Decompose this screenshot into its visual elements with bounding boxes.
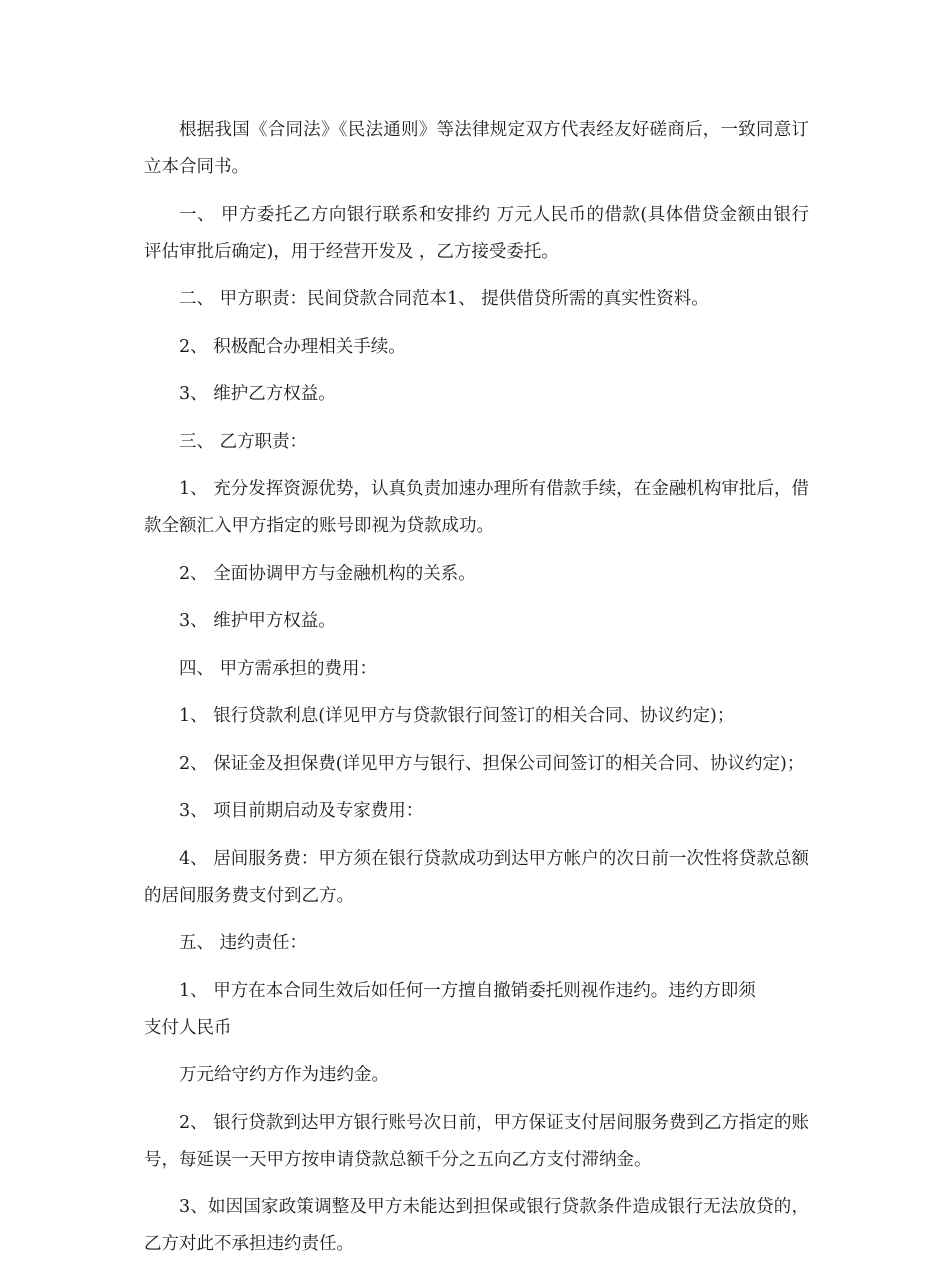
clause-1-entrustment: 一、 甲方委托乙方向银行联系和安排约 万元人民币的借款(具体借贷金额由银行评估审批后确定)，用于经营开发及 ，乙方接受委托。 (144, 204, 809, 262)
clause-5-item-2: 2、 银行贷款到达甲方银行账号次日前，甲方保证支付居间服务费到乙方指定的账号，每延误一天甲方按申请贷款总额千分之五向乙方支付滞纳金。 (144, 1112, 809, 1170)
clause-5-item-1-continued: 支付人民币 (144, 1017, 232, 1038)
clause-3-item-2: 2、 全面协调甲方与金融机构的关系。 (179, 563, 476, 584)
clause-3-item-3: 3、 维护甲方权益。 (179, 611, 336, 631)
clause-3-heading: 三、 乙方职责： (179, 431, 308, 452)
clause-4-item-3: 3、 项目前期启动及专家费用： (179, 801, 424, 821)
clause-2-item-2: 2、 积极配合办理相关手续。 (179, 336, 406, 357)
preamble-paragraph: 根据我国《合同法》《民法通则》等法律规定双方代表经友好磋商后，一致同意订立本合同书。 (144, 120, 809, 177)
clause-3-item-1: 1、 充分发挥资源优势，认真负责加速办理所有借款手续，在金融机构审批后，借款全额汇入甲方指定的账号即视为贷款成功。 (144, 479, 809, 536)
clause-4-item-1: 1、 银行贷款利息(详见甲方与贷款银行间签订的相关合同、协议约定)； (179, 706, 735, 726)
clause-4-item-4: 4、 居间服务费：甲方须在银行贷款成功到达甲方帐户的次日前一次性将贷款总额 的居间服务费支付到乙方。 (144, 848, 809, 906)
clause-5-heading: 五、 违约责任： (179, 933, 308, 953)
clause-4-heading: 四、 甲方需承担的费用： (179, 658, 378, 679)
clause-5-item-1-amount: 万元给守约方作为违约金。 (179, 1065, 389, 1085)
clause-5-item-1: 1、 甲方在本合同生效后如任何一方擅自撤销委托则视作违约。违约方即须 (179, 980, 756, 1001)
clause-2-item-3: 3、 维护乙方权益。 (179, 384, 336, 404)
clause-4-item-2: 2、 保证金及担保费(详见甲方与银行、担保公司间签订的相关合同、协议约定)； (179, 753, 805, 774)
clause-2-heading: 二、 甲方职责：民间贷款合同范本1、 提供借贷所需的真实性资料。 (179, 289, 709, 309)
document-body (144, 112, 809, 1274)
clause-5-item-3: 3、如因国家政策调整及甲方未能达到担保或银行贷款条件造成银行无法放贷的，乙方对此不承担违约责任。 (144, 1197, 809, 1254)
